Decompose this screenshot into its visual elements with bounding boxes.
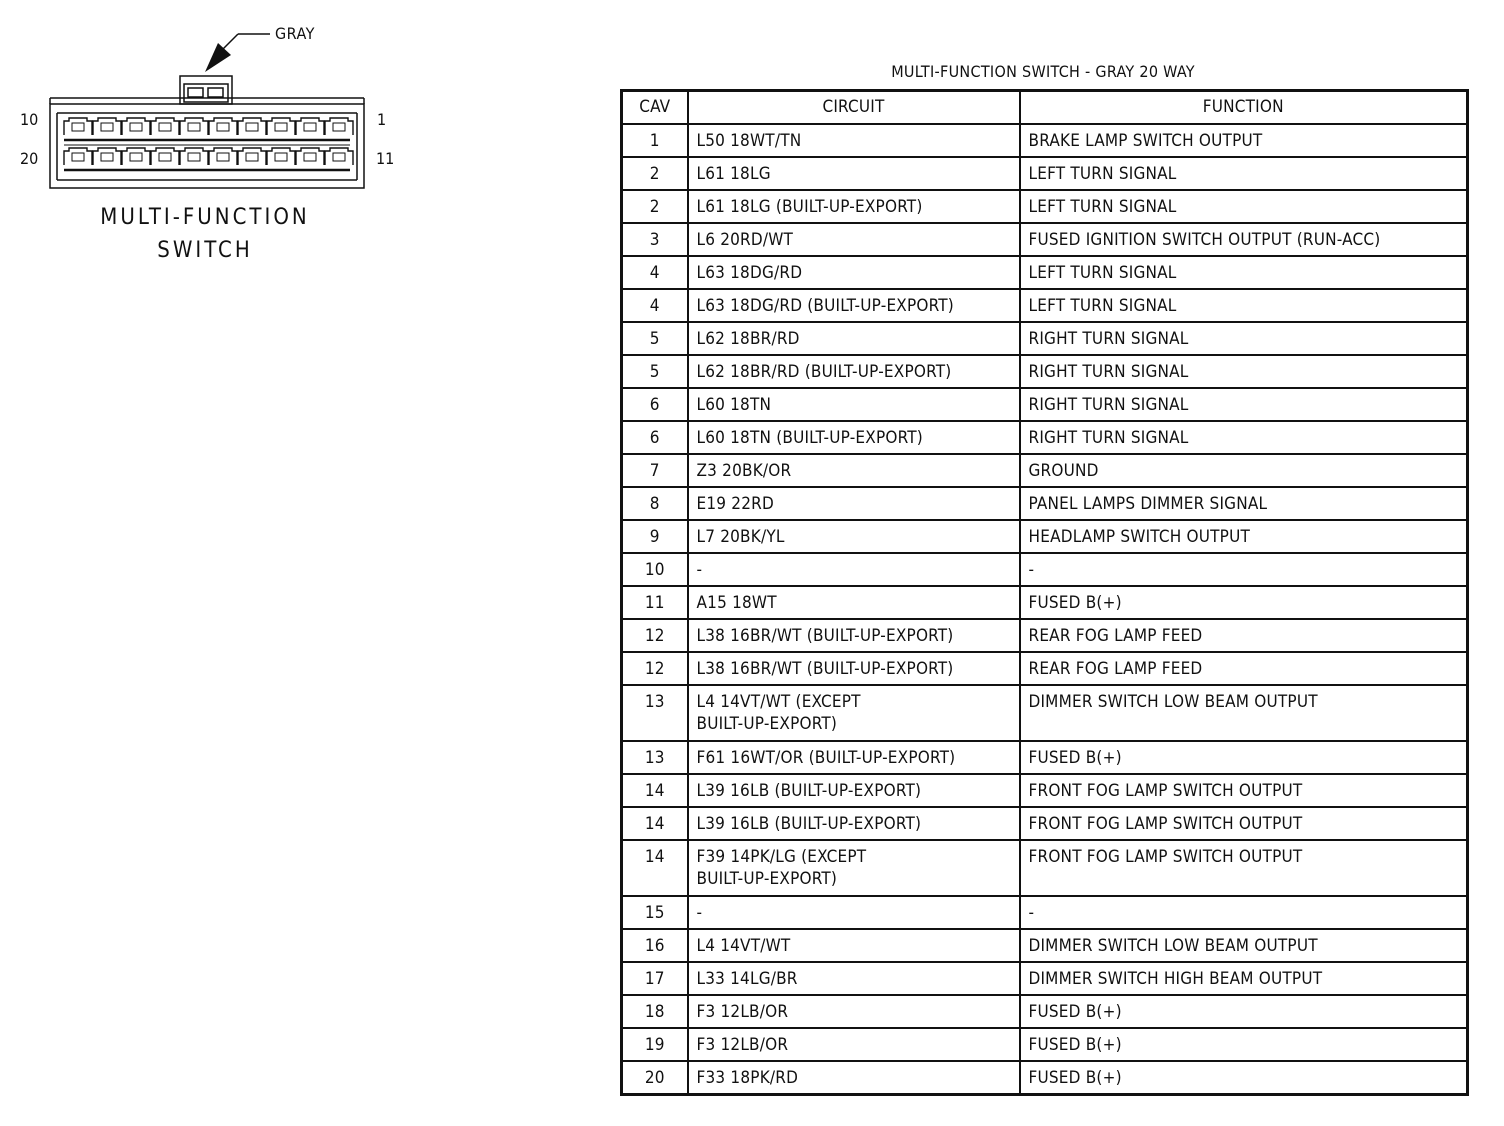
- header-function: FUNCTION: [1020, 91, 1468, 125]
- table-row: [622, 421, 1468, 454]
- circuit-cell: L33 14LG/BR: [688, 962, 1020, 995]
- cav-cell: 8: [622, 487, 688, 520]
- function-cell: DIMMER SWITCH HIGH BEAM OUTPUT: [1020, 962, 1468, 995]
- cav-cell: 13: [622, 741, 688, 774]
- function-cell: DIMMER SWITCH LOW BEAM OUTPUT: [1020, 929, 1468, 962]
- table-row: [622, 157, 1468, 190]
- table-row: [622, 929, 1468, 962]
- table-row: [622, 807, 1468, 840]
- cav-cell: 7: [622, 454, 688, 487]
- function-cell: FRONT FOG LAMP SWITCH OUTPUT: [1020, 807, 1468, 840]
- circuit-cell: L61 18LG: [688, 157, 1020, 190]
- circuit-cell: L39 16LB (BUILT-UP-EXPORT): [688, 774, 1020, 807]
- circuit-cell: L7 20BK/YL: [688, 520, 1020, 553]
- cavity: [93, 148, 121, 165]
- table-row: [622, 388, 1468, 421]
- function-cell: FUSED IGNITION SWITCH OUTPUT (RUN-ACC): [1020, 223, 1468, 256]
- table-row: [622, 896, 1468, 929]
- table-row: [622, 520, 1468, 553]
- cav-cell: 10: [622, 553, 688, 586]
- cavity-grid: [64, 118, 353, 165]
- cavity: [267, 148, 295, 165]
- function-cell: -: [1020, 553, 1468, 586]
- cav-cell: 6: [622, 421, 688, 454]
- circuit-cell: F61 16WT/OR (BUILT-UP-EXPORT): [688, 741, 1020, 774]
- cav-cell: 12: [622, 619, 688, 652]
- circuit-cell: F3 12LB/OR: [688, 995, 1020, 1028]
- table-row: [622, 289, 1468, 322]
- cav-cell: 2: [622, 157, 688, 190]
- cavity-terminal: [101, 153, 113, 161]
- header-row: [622, 91, 1468, 125]
- function-cell: DIMMER SWITCH LOW BEAM OUTPUT: [1020, 685, 1468, 741]
- cavity: [93, 118, 121, 135]
- cavity-terminal: [188, 123, 200, 131]
- circuit-cell: L50 18WT/TN: [688, 124, 1020, 157]
- circuit-cell: -: [688, 896, 1020, 929]
- function-cell: LEFT TURN SIGNAL: [1020, 190, 1468, 223]
- table-row: [622, 995, 1468, 1028]
- cavity: [180, 148, 208, 165]
- table-title: MULTI-FUNCTION SWITCH - GRAY 20 WAY: [891, 62, 1195, 81]
- cav-cell: 14: [622, 840, 688, 896]
- cav-cell: 5: [622, 355, 688, 388]
- function-cell: RIGHT TURN SIGNAL: [1020, 421, 1468, 454]
- cavity: [151, 118, 179, 135]
- circuit-cell: L62 18BR/RD: [688, 322, 1020, 355]
- function-cell: GROUND: [1020, 454, 1468, 487]
- function-cell: HEADLAMP SWITCH OUTPUT: [1020, 520, 1468, 553]
- cavity-terminal: [101, 123, 113, 131]
- cavity-terminal: [333, 123, 345, 131]
- circuit-cell: L63 18DG/RD: [688, 256, 1020, 289]
- pin-label-top-right: 1: [377, 110, 387, 129]
- connector-figure: [0, 0, 420, 280]
- color-callout-label: GRAY: [275, 24, 315, 43]
- function-cell: RIGHT TURN SIGNAL: [1020, 388, 1468, 421]
- circuit-cell: -: [688, 553, 1020, 586]
- circuit-cell: [688, 840, 1020, 896]
- pin-label-bottom-left: 20: [20, 149, 39, 168]
- cav-cell: 2: [622, 190, 688, 223]
- circuit-cell: Z3 20BK/OR: [688, 454, 1020, 487]
- table-row: [622, 619, 1468, 652]
- cav-cell: 5: [622, 322, 688, 355]
- cav-cell: 13: [622, 685, 688, 741]
- cavity: [296, 148, 324, 165]
- cavity: [122, 118, 150, 135]
- table-row: [622, 553, 1468, 586]
- function-cell: FUSED B(+): [1020, 995, 1468, 1028]
- circuit-cell: [688, 685, 1020, 741]
- function-cell: REAR FOG LAMP FEED: [1020, 652, 1468, 685]
- cav-cell: 1: [622, 124, 688, 157]
- cavity: [209, 148, 237, 165]
- header-cav: CAV: [622, 91, 688, 125]
- function-cell: -: [1020, 896, 1468, 929]
- cavity: [296, 118, 324, 135]
- cavity-terminal: [72, 153, 84, 161]
- cavity: [325, 118, 353, 135]
- circuit-cell: L62 18BR/RD (BUILT-UP-EXPORT): [688, 355, 1020, 388]
- connector-body: [50, 98, 364, 188]
- function-cell: FUSED B(+): [1020, 1061, 1468, 1095]
- locking-tab: [180, 76, 232, 104]
- cavity-terminal: [246, 123, 258, 131]
- table-row: [622, 1061, 1468, 1095]
- cavity: [64, 148, 92, 165]
- circuit-line-1: L4 14VT/WT (EXCEPT: [696, 692, 861, 712]
- table-row: [622, 487, 1468, 520]
- function-cell: RIGHT TURN SIGNAL: [1020, 322, 1468, 355]
- table-body: [622, 124, 1468, 1095]
- connector-name-line1: MULTI-FUNCTION: [100, 205, 310, 230]
- table-row: [622, 454, 1468, 487]
- function-cell: REAR FOG LAMP FEED: [1020, 619, 1468, 652]
- circuit-cell: E19 22RD: [688, 487, 1020, 520]
- cavity: [267, 118, 295, 135]
- cavity: [238, 148, 266, 165]
- callout-arrow: [205, 34, 270, 72]
- cav-cell: 20: [622, 1061, 688, 1095]
- circuit-cell: L60 18TN: [688, 388, 1020, 421]
- function-cell: FUSED B(+): [1020, 1028, 1468, 1061]
- circuit-line-2: BUILT-UP-EXPORT): [696, 869, 838, 889]
- circuit-cell: A15 18WT: [688, 586, 1020, 619]
- table-row: [622, 223, 1468, 256]
- function-cell: FRONT FOG LAMP SWITCH OUTPUT: [1020, 774, 1468, 807]
- cavity: [238, 118, 266, 135]
- cavity: [151, 148, 179, 165]
- function-cell: FUSED B(+): [1020, 586, 1468, 619]
- circuit-cell: L6 20RD/WT: [688, 223, 1020, 256]
- cavity-terminal: [246, 153, 258, 161]
- pin-label-top-left: 10: [20, 110, 39, 129]
- circuit-cell: L4 14VT/WT: [688, 929, 1020, 962]
- table-row: [622, 586, 1468, 619]
- table-row: [622, 124, 1468, 157]
- cav-cell: 4: [622, 289, 688, 322]
- table-row: [622, 1028, 1468, 1061]
- circuit-cell: L38 16BR/WT (BUILT-UP-EXPORT): [688, 619, 1020, 652]
- header-circuit: CIRCUIT: [688, 91, 1020, 125]
- table-row: [622, 962, 1468, 995]
- function-cell: LEFT TURN SIGNAL: [1020, 256, 1468, 289]
- circuit-line-2: BUILT-UP-EXPORT): [696, 714, 838, 734]
- cav-cell: 19: [622, 1028, 688, 1061]
- cav-cell: 9: [622, 520, 688, 553]
- pinout-table: [620, 89, 1469, 1096]
- cavity-terminal: [159, 153, 171, 161]
- table-row: [622, 652, 1468, 685]
- cavity: [325, 148, 353, 165]
- cavity-terminal: [217, 123, 229, 131]
- function-cell: FRONT FOG LAMP SWITCH OUTPUT: [1020, 840, 1468, 896]
- cavity-terminal: [275, 153, 287, 161]
- cavity-terminal: [217, 153, 229, 161]
- pin-label-bottom-right: 11: [376, 149, 395, 168]
- table-row: [622, 774, 1468, 807]
- cav-cell: 18: [622, 995, 688, 1028]
- table-row: [622, 741, 1468, 774]
- function-cell: LEFT TURN SIGNAL: [1020, 289, 1468, 322]
- cav-cell: 14: [622, 774, 688, 807]
- circuit-cell: L38 16BR/WT (BUILT-UP-EXPORT): [688, 652, 1020, 685]
- cav-cell: 15: [622, 896, 688, 929]
- circuit-cell: L39 16LB (BUILT-UP-EXPORT): [688, 807, 1020, 840]
- cavity-terminal: [333, 153, 345, 161]
- circuit-line-1: F39 14PK/LG (EXCEPT: [696, 847, 867, 867]
- cavity-terminal: [130, 123, 142, 131]
- table-row: [622, 685, 1468, 741]
- cav-cell: 3: [622, 223, 688, 256]
- table-row: [622, 256, 1468, 289]
- cavity: [64, 118, 92, 135]
- circuit-cell: F33 18PK/RD: [688, 1061, 1020, 1095]
- cavity-terminal: [159, 123, 171, 131]
- cavity: [122, 148, 150, 165]
- cav-cell: 11: [622, 586, 688, 619]
- cav-cell: 17: [622, 962, 688, 995]
- cavity-terminal: [130, 153, 142, 161]
- function-cell: BRAKE LAMP SWITCH OUTPUT: [1020, 124, 1468, 157]
- function-cell: LEFT TURN SIGNAL: [1020, 157, 1468, 190]
- circuit-cell: L60 18TN (BUILT-UP-EXPORT): [688, 421, 1020, 454]
- connector-name-line2: SWITCH: [157, 238, 253, 263]
- cav-cell: 6: [622, 388, 688, 421]
- cavity-terminal: [275, 123, 287, 131]
- cavity: [209, 118, 237, 135]
- table-row: [622, 355, 1468, 388]
- table-row: [622, 190, 1468, 223]
- cavity: [180, 118, 208, 135]
- cavity-terminal: [72, 123, 84, 131]
- function-cell: FUSED B(+): [1020, 741, 1468, 774]
- circuit-cell: L63 18DG/RD (BUILT-UP-EXPORT): [688, 289, 1020, 322]
- cav-cell: 12: [622, 652, 688, 685]
- cavity-terminal: [304, 153, 316, 161]
- function-cell: PANEL LAMPS DIMMER SIGNAL: [1020, 487, 1468, 520]
- table-row: [622, 322, 1468, 355]
- cav-cell: 16: [622, 929, 688, 962]
- table-row: [622, 840, 1468, 896]
- cavity-terminal: [188, 153, 200, 161]
- cav-cell: 4: [622, 256, 688, 289]
- cav-cell: 14: [622, 807, 688, 840]
- function-cell: RIGHT TURN SIGNAL: [1020, 355, 1468, 388]
- cavity-terminal: [304, 123, 316, 131]
- circuit-cell: L61 18LG (BUILT-UP-EXPORT): [688, 190, 1020, 223]
- circuit-cell: F3 12LB/OR: [688, 1028, 1020, 1061]
